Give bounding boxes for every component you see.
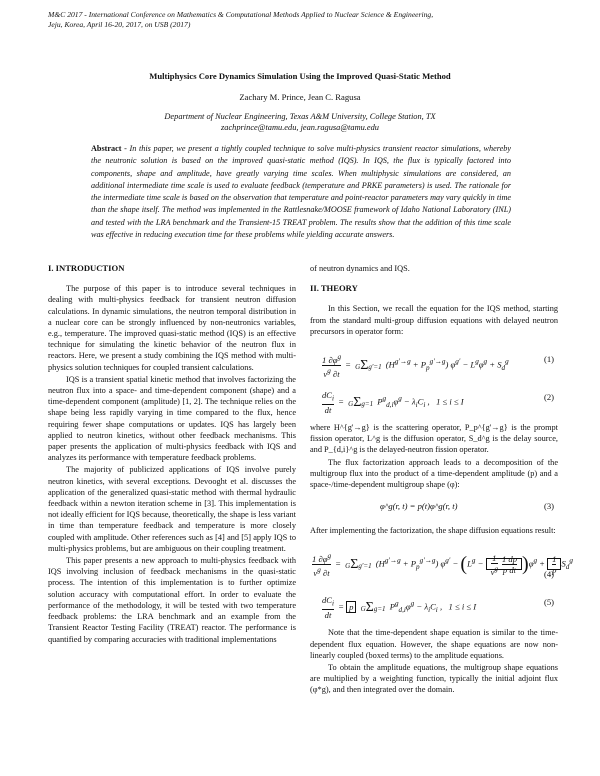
header-line-2: Jeju, Korea, April 16-20, 2017, on USB (2017) — [48, 20, 191, 29]
theory-paragraph-6: To obtain the amplitude equations, the multigroup shape equations are multiplied by a weighting function, typically the initial adjoint flux (φ*g), and then integrated over the domain. — [310, 663, 558, 695]
paper-title: Multiphysics Core Dynamics Simulation Using the Improved Quasi-Static Method — [149, 71, 451, 81]
equation-3 — [310, 499, 558, 515]
theory-paragraph-2: where H^{g'→g} is the scattering operator, P_p^{g'→g} is the prompt fission operator, L^g is the diffusion operator, S_d^g is the delay source, and P_{d,i}^g is the delayed-neutron fission operator. — [310, 423, 558, 455]
header-line-1: M&C 2017 - International Conference on Mathematics & Computational Methods Applied to Nuclear Science & Engineering, — [48, 10, 434, 19]
theory-heading: II. THEORY — [310, 283, 358, 294]
theory-paragraph-1: In this Section, we recall the equation for the IQS method, starting from the standard multi-group diffusion equations with delayed neutron precursors in operator form: — [310, 304, 558, 336]
equation-1-number: (1) — [543, 354, 554, 365]
equation-5: $\frac{dC_i}{dt}$ = p GΣg=1 $P^g_{d,i}\varphi^g - \lambda_iC_i$ , 1 ≤ i ≤ I (5) — [322, 595, 554, 621]
theory-paragraph-3: The flux factorization approach leads to a decomposition of the multigroup flux into the product of a time-dependent amplitude (p) and a space-/time-dependent multigroup shape (φ): — [310, 457, 558, 490]
abstract-label: Abstract — [91, 144, 122, 153]
intro-continuation: of neutron dynamics and IQS. — [310, 264, 410, 273]
abstract — [91, 143, 511, 241]
theory-paragraph-5: Note that the time-dependent shape equation is similar to the time-dependent flux equation. However, the shape equations are now non-linearly coupled (boxed terms) to the amplitude equations. — [310, 628, 558, 660]
intro-paragraph-1: The purpose of this paper is to introduce several techniques in dealing with multi-physics feedback for transient neutron diffusion calculations. In dynamic simulations, the neutron temporal distribution in a nuclear core can be strongly influenced by non-neutronics variables, e.g., temperature. The improved quasi-static method (IQS) is an effective technique for simulating the kinetic behavior of the neutron flux in reactors. Here, we present a study combining the IQS method with multi-physics solution techniques for coupled transient calculations. — [48, 284, 296, 372]
left-column — [48, 263, 296, 646]
abstract-text: - In this paper, we present a tightly coupled technique to solve multi-physics transient reactor simulations, whereby the neutronic solution is based on the improved quasi-static method (IQS). In IQS, the flux is typically factored into components, shape and amplitude, have greatly varying time scales. When multiphysic simulations are considered, an additional intermediate time scale is used to evaluate feedback (temperature and PRKE parameters) is used. The rationale for the intermediate time scale is based on the observation that temperature and point-reactor parameters may vary quickly in time than the shape itself. The method was implemented in the Rattlesnake/MOOSE framework of Idaho National Laboratory (INL) and tested with the LRA benchmark and the Transient-15 TREAT problem. The results show that the addition of this time scale was effective in reducing execution time for these problems while yielding accurate answers. — [91, 144, 511, 240]
emails: zachprince@tamu.edu, jean.ragusa@tamu.edu — [221, 123, 379, 132]
equation-5-number: (5) — [543, 597, 554, 608]
affiliation: Department of Nuclear Engineering, Texas A&M University, College Station, TX — [164, 112, 436, 121]
equation-2: $\frac{dC_i}{dt}$ = GΣg=1 $P^g_{d,i}\varphi^g - \lambda_iC_i$ , 1 ≤ i ≤ I (2) — [322, 390, 554, 415]
equation-3-number: (3) — [543, 501, 554, 512]
equation-4-number: (4) — [543, 569, 554, 580]
intro-paragraph-2: IQS is a transient spatial kinetic method that involves factorizing the neutron flux into a space- and time-dependent component (shape) and a time-dependent component (amplitude) [1, 2]. The technique relies on the shape being less rapidly varying in time compared to the flux, hence requiring fewer shape computations or updates. IQS has largely been applied to neutron kinetics, without other feedback mechanisms. This paper presents the application of multi-physics feedback with IQS and analyzes its performance with temperature feedback problems. — [48, 374, 296, 463]
introduction-heading: I. INTRODUCTION — [48, 263, 125, 273]
authors: Zachary M. Prince, Jean C. Ragusa — [239, 92, 361, 102]
equation-2-number: (2) — [543, 392, 554, 403]
equation-3-text: φ^g(r, t) = p(t)φ^g(r, t) — [380, 501, 458, 512]
equation-4: $\frac{1 \partial\varphi^g}{v^g \partial t}$ = GΣg'=1 $(H^{g'\to g} + P_p^{g'\to g}) \varphi^{g'} - (L^g$ − $\frac{1}{v^g}$ $\frac{1 dp}{\text{p dt}}$ )$\varphi^g$ + $\frac{1}{p}$ $S_d^g$ (4) — [312, 552, 573, 580]
conference-header — [48, 10, 558, 30]
intro-paragraph-3: The majority of publicized applications of IQS involve purely neutron kinetics, with several exceptions. Devooght et al. discusses the application of the generalized quasi-static method with thermal hydraulic feedback within a newton iteration scheme in [3]. This implementation is not ideally efficient for IQS because, theoretically, the shape is less variant in time than temperature feedback and temperature is more closely coupled with amplitude. Other references such as [4] and [5] apply IQS to multi-physics problems, but are ambiguous on their coupling treatment. — [48, 465, 296, 553]
equation-1: $\frac{1 \partial\varphi^g}{v^g \partial t}$ = GΣg'=1 $(H^{g'\to g} + P_p^{g'\to g}) \varphi^{g'} - L^g\varphi^g + S_d^g$ (1) — [322, 353, 554, 379]
affiliation-block — [0, 111, 600, 133]
theory-paragraph-4: After implementing the factorization, the shape diffusion equations result: — [310, 526, 556, 536]
intro-paragraph-4: This paper presents a new approach to multi-physics feedback with IQS involving inclusion of feedback mechanisms in the quasi-static process. The intention of this implementation is to further optimize solution accuracy with computational effort. In order to evaluate the performance of the methodology, it will be tested with two temperature feedback problems: the LRA benchmark and an example from the Transient Reactor Testing Facility (TREAT) reactor. The performance is quantified by comparing accuracies with traditional implementations — [48, 556, 296, 644]
right-column — [310, 263, 573, 697]
